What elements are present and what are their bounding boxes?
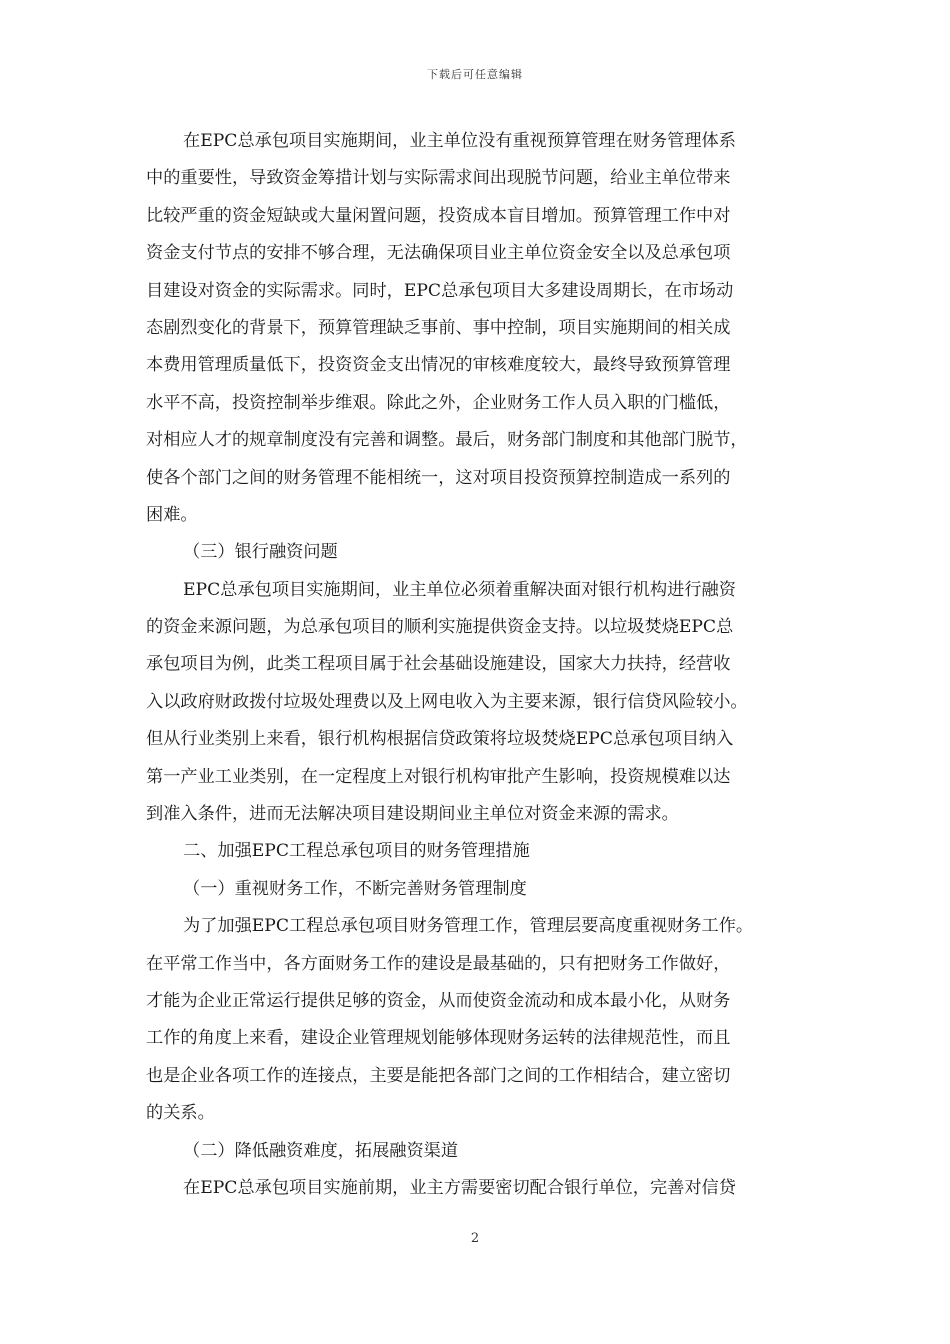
page-number: 2 [470, 1231, 480, 1246]
paragraph-line: 在EPC总承包项目实施期间，业主单位没有重视预算管理在财务管理体系 [183, 131, 736, 151]
paragraph-line: 的关系。 [146, 1103, 215, 1124]
page-header: 下载后可任意编辑 [427, 68, 523, 81]
paragraph-line: 才能为企业正常运行提供足够的资金，从而使资金流动和成本最小化，从财务 [146, 990, 731, 1011]
paragraph-line: 比较严重的资金短缺或大量闲置问题，投资成本盲目增加。预算管理工作中对 [146, 205, 731, 226]
paragraph-line: 但从行业类别上来看，银行机构根据信贷政策将垃圾焚烧EPC总承包项目纳入 [146, 729, 734, 750]
paragraph-line: 为了加强EPC工程总承包项目财务管理工作，管理层要高度重视财务工作。 [183, 916, 754, 937]
document-body [146, 123, 804, 1207]
paragraph-line: 到准入条件，进而无法解决项目建设期间业主单位对资金来源的需求。 [146, 804, 679, 825]
section-heading: （三）银行融资问题 [183, 542, 338, 563]
paragraph-line: 对相应人才的规章制度没有完善和调整。最后，财务部门制度和其他部门脱节， [146, 430, 748, 451]
paragraph-line: 困难。 [146, 504, 198, 525]
paragraph-line: 使各个部门之间的财务管理不能相统一，这对项目投资预算控制造成一系列的 [146, 467, 731, 488]
paragraph-line: 也是企业各项工作的连接点，主要是能把各部门之间的工作相结合，建立密切 [146, 1065, 731, 1086]
paragraph-line: 本费用管理质量低下，投资资金支出情况的审核难度较大，最终导致预算管理 [146, 355, 731, 376]
paragraph-line: 资金支付节点的安排不够合理，无法确保项目业主单位资金安全以及总承包项 [146, 243, 731, 264]
paragraph-line: 第一产业工业类别，在一定程度上对银行机构审批产生影响，投资规模难以达 [146, 766, 731, 787]
paragraph-line: 中的重要性，导致资金筹措计划与实际需求间出现脱节问题，给业主单位带来 [146, 168, 731, 189]
paragraph-line: 在EPC总承包项目实施前期，业主方需要密切配合银行单位，完善对信贷 [183, 1177, 736, 1198]
paragraph-line: 入以政府财政拨付垃圾处理费以及上网电收入为主要来源，银行信贷风险较小。 [146, 691, 748, 712]
section-heading: 二、加强EPC工程总承包项目的财务管理措施 [183, 841, 530, 862]
paragraph-line: 态剧烈变化的背景下，预算管理缺乏事前、事中控制，项目实施期间的相关成 [146, 317, 731, 338]
subsection-heading: （二）降低融资难度，拓展融资渠道 [183, 1140, 459, 1161]
paragraph-line: 水平不高，投资控制举步维艰。除此之外，企业财务工作人员入职的门槛低， [146, 392, 731, 413]
paragraph-line: EPC总承包项目实施期间，业主单位必须着重解决面对银行机构进行融资 [183, 579, 736, 600]
paragraph-line: 的资金来源问题，为总承包项目的顺利实施提供资金支持。以垃圾焚烧EPC总 [146, 617, 734, 638]
paragraph-line: 目建设对资金的实际需求。同时，EPC总承包项目大多建设周期长，在市场动 [146, 280, 734, 301]
paragraph-line: 工作的角度上来看，建设企业管理规划能够体现财务运转的法律规范性，而且 [146, 1028, 731, 1049]
paragraph-line: 承包项目为例，此类工程项目属于社会基础设施建设，国家大力扶持，经营收 [146, 654, 731, 675]
paragraph-line: 在平常工作当中，各方面财务工作的建设是最基础的，只有把财务工作做好， [146, 953, 731, 974]
subsection-heading: （一）重视财务工作，不断完善财务管理制度 [183, 878, 527, 899]
